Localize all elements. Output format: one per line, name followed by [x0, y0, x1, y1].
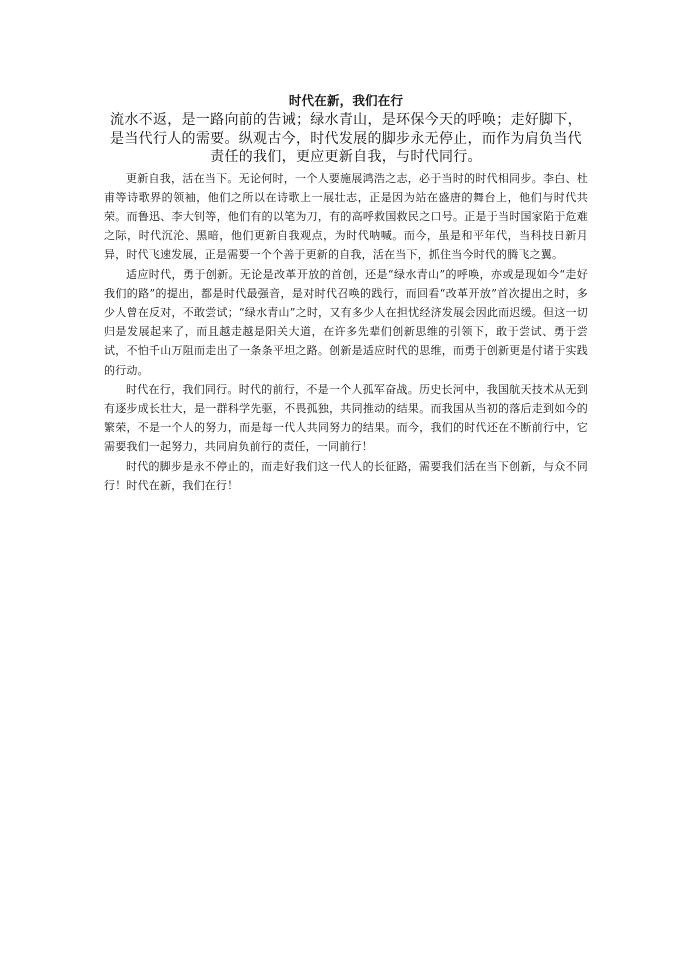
intro-paragraph: 流水不返，是一路向前的告诫；绿水青山，是环保今天的呼唤；走好脚下，是当代行人的需要。纵观古今，时代发展的脚步永无停止，而作为肩负当代责任的我们，更应更新自我，与时代同行。	[110, 112, 582, 165]
document-title: 时代在新，我们在行	[288, 93, 404, 108]
paragraph-1: 更新自我，活在当下。无论何时，一个人要施展鸿浩之志，必于当时的时代相同步。李白、杜甫等诗歌界的领袖，他们之所以在诗歌上一展壮志，正是因为站在盛唐的舞台上，他们与时代共荣。而鲁迅、李大钊等，他们有的以笔为刀，有的高呼救国救民之口号。正是于当时国家陷于危难之际，时代沉沦、黑暗，他们更新自我观点，为时代呐喊。而今，虽是和平年代，当科技日新月异，时代飞速发展，正是需要一个个善于更新的自我，活在当下，抓住当今时代的腾飞之翼。	[104, 171, 588, 262]
paragraph-3: 时代在行，我们同行。时代的前行，不是一个人孤军奋战。历史长河中，我国航天技术从无到有逐步成长壮大，是一群科学先驱，不畏孤独，共同推动的结果。而我国从当初的落后走到如今的繁荣，不是一个人的努力，而是每一代人共同努力的结果。而今，我们的时代还在不断前行中，它需要我们一起努力，共同肩负前行的责任，一同前行！	[104, 382, 588, 454]
document-body	[104, 92, 588, 495]
paragraph-4: 时代的脚步是永不停止的，而走好我们这一代人的长征路，需要我们活在当下创新，与众不同行！时代在新，我们在行！	[104, 459, 588, 492]
paragraph-2: 适应时代，勇于创新。无论是改革开放的首创，还是“绿水青山”的呼唤，亦或是现如今“走好我们的路”的提出，都是时代最强音，是对时代召唤的践行，而回看“改革开放”首次提出之时，多少人曾在反对，不敢尝试；“绿水青山”之时，又有多少人在担忧经济发展会因此而迟缓。但这一切归是发展起来了，而且越走越是阳关大道，在许多先辈们创新思维的引领下，敢于尝试、勇于尝试，不怕千山万阻而走出了一条条平坦之路。创新是适应时代的思维，而勇于创新更是付诸于实践的行动。	[104, 267, 588, 377]
